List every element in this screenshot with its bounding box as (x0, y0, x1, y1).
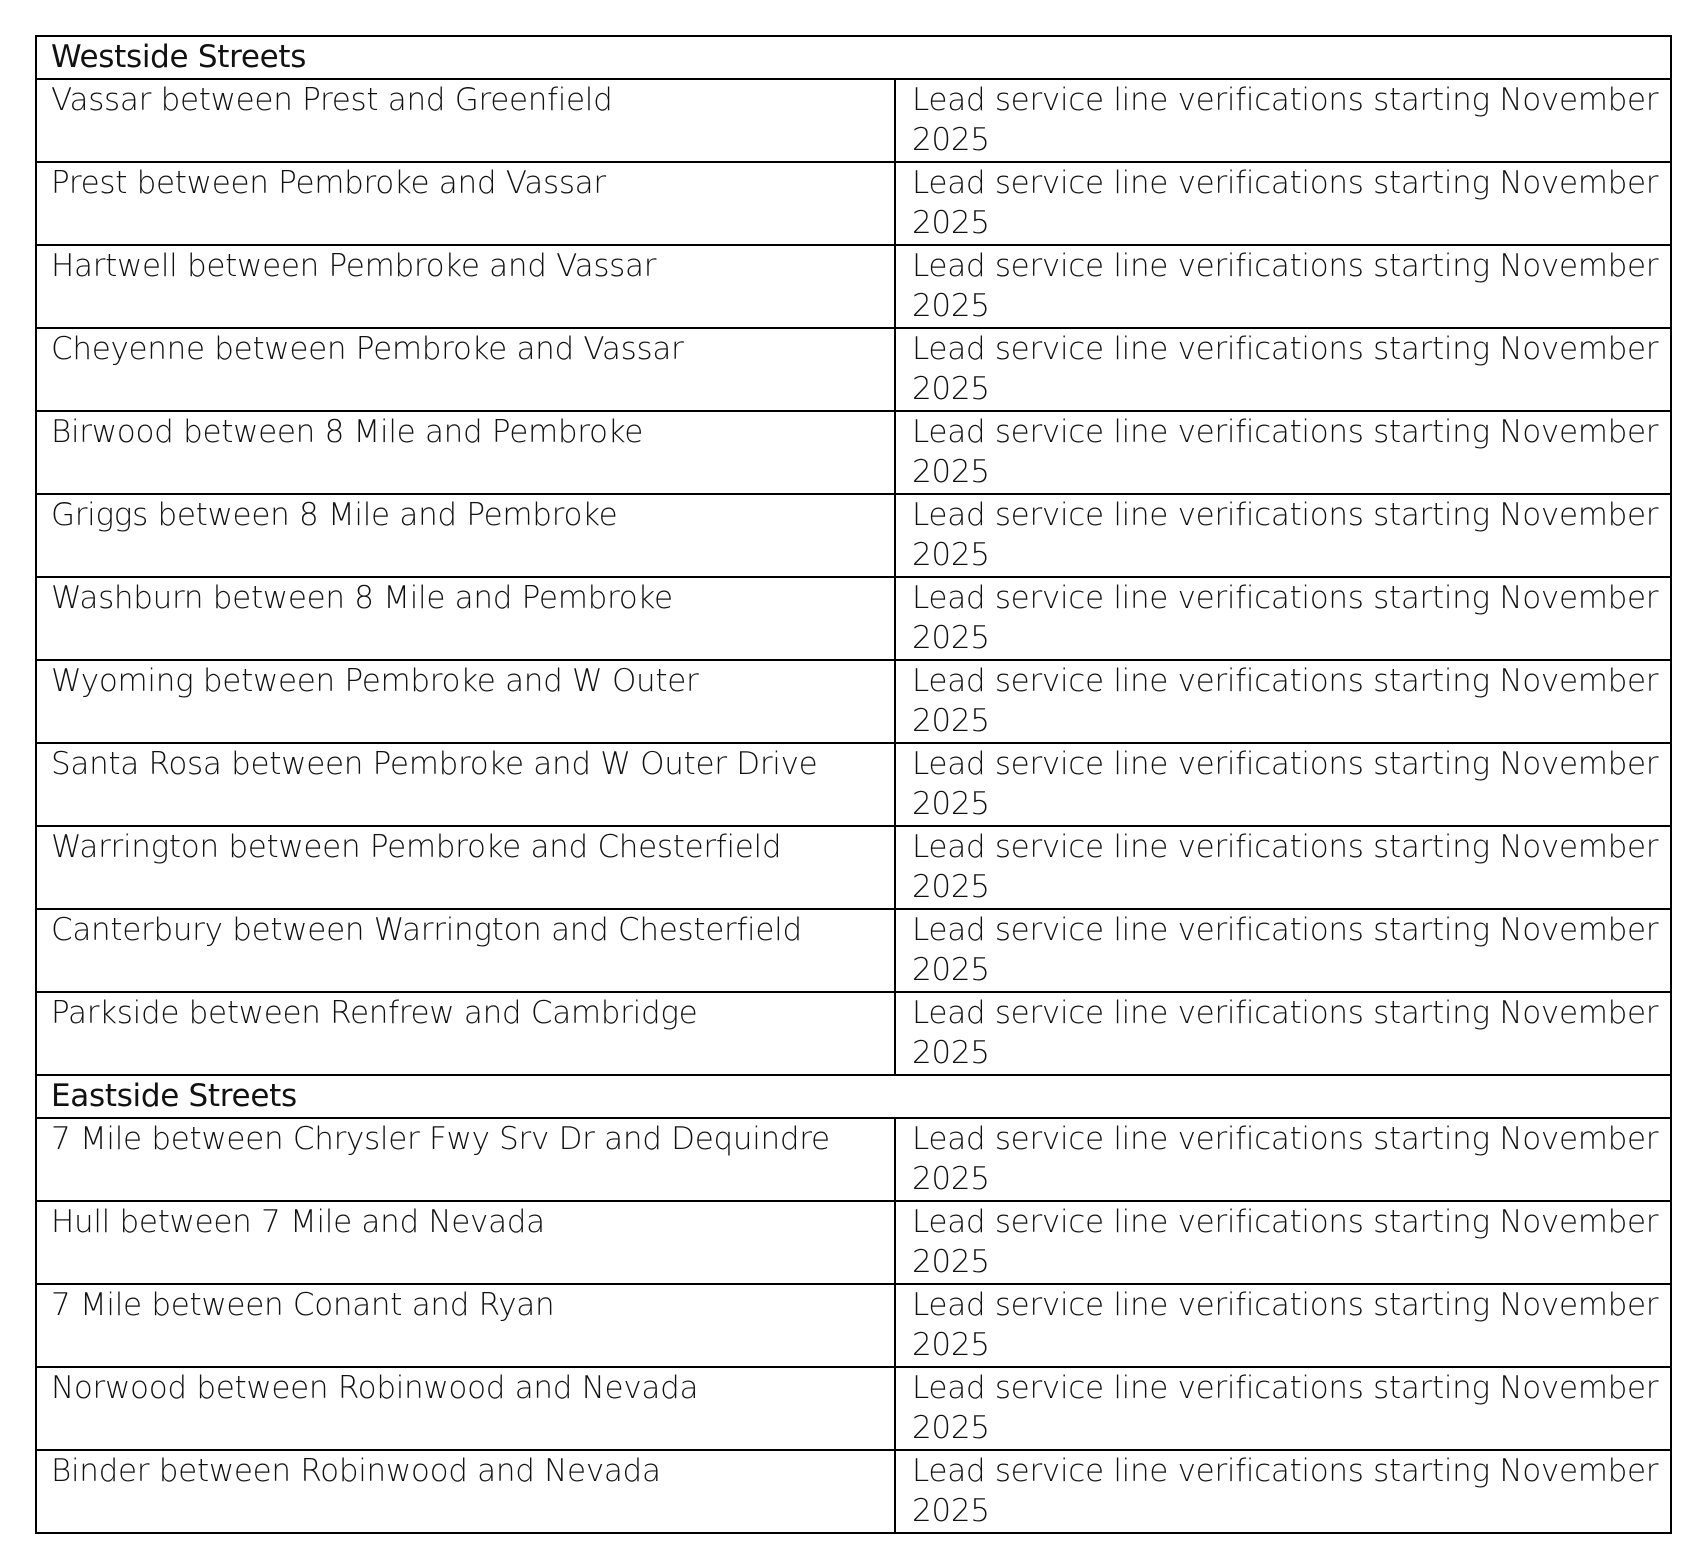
street-segment-cell: Washburn between 8 Mile and Pembroke (36, 577, 895, 660)
table-row (36, 992, 1671, 1075)
table-row (36, 826, 1671, 909)
verification-status-cell: Lead service line verifications starting November 2025 (895, 162, 1671, 245)
street-segment-cell: Griggs between 8 Mile and Pembroke (36, 494, 895, 577)
verification-status-cell: Lead service line verifications starting November 2025 (895, 909, 1671, 992)
street-segment-cell: Parkside between Renfrew and Cambridge (36, 992, 895, 1075)
verification-status-cell: Lead service line verifications starting November 2025 (895, 992, 1671, 1075)
street-segment-cell: 7 Mile between Chrysler Fwy Srv Dr and Dequindre (36, 1118, 895, 1201)
table-row (36, 411, 1671, 494)
table-row (36, 1450, 1671, 1533)
verification-status-cell: Lead service line verifications starting November 2025 (895, 1284, 1671, 1367)
verification-status-cell: Lead service line verifications starting November 2025 (895, 660, 1671, 743)
verification-status-cell: Lead service line verifications starting November 2025 (895, 328, 1671, 411)
section-title: Westside Streets (36, 36, 1671, 79)
table-row (36, 494, 1671, 577)
street-segment-cell: Hartwell between Pembroke and Vassar (36, 245, 895, 328)
street-segment-cell: Canterbury between Warrington and Chesterfield (36, 909, 895, 992)
street-segment-cell: Vassar between Prest and Greenfield (36, 79, 895, 162)
verification-status-cell: Lead service line verifications starting November 2025 (895, 743, 1671, 826)
table-row (36, 245, 1671, 328)
street-segment-cell: Birwood between 8 Mile and Pembroke (36, 411, 895, 494)
section-header-row (36, 1075, 1671, 1118)
table-row (36, 1367, 1671, 1450)
verification-status-cell: Lead service line verifications starting November 2025 (895, 411, 1671, 494)
verification-status-cell: Lead service line verifications starting November 2025 (895, 494, 1671, 577)
table-body (36, 36, 1671, 1533)
street-segment-cell: Santa Rosa between Pembroke and W Outer Drive (36, 743, 895, 826)
verification-status-cell: Lead service line verifications starting November 2025 (895, 577, 1671, 660)
street-segment-cell: Binder between Robinwood and Nevada (36, 1450, 895, 1533)
verification-status-cell: Lead service line verifications starting November 2025 (895, 1450, 1671, 1533)
table-row (36, 1118, 1671, 1201)
table-row (36, 328, 1671, 411)
table-row (36, 162, 1671, 245)
street-segment-cell: Wyoming between Pembroke and W Outer (36, 660, 895, 743)
street-segment-cell: Norwood between Robinwood and Nevada (36, 1367, 895, 1450)
street-segment-cell: Cheyenne between Pembroke and Vassar (36, 328, 895, 411)
table-row (36, 660, 1671, 743)
section-title: Eastside Streets (36, 1075, 1671, 1118)
verification-status-cell: Lead service line verifications starting November 2025 (895, 826, 1671, 909)
street-segment-cell: Prest between Pembroke and Vassar (36, 162, 895, 245)
table-row (36, 1284, 1671, 1367)
verification-status-cell: Lead service line verifications starting November 2025 (895, 79, 1671, 162)
street-segment-cell: Warrington between Pembroke and Chesterfield (36, 826, 895, 909)
table-row (36, 577, 1671, 660)
verification-status-cell: Lead service line verifications starting November 2025 (895, 1367, 1671, 1450)
street-schedule-table (35, 35, 1672, 1534)
table-row (36, 1201, 1671, 1284)
street-segment-cell: Hull between 7 Mile and Nevada (36, 1201, 895, 1284)
table-row (36, 743, 1671, 826)
verification-status-cell: Lead service line verifications starting November 2025 (895, 1118, 1671, 1201)
verification-status-cell: Lead service line verifications starting November 2025 (895, 245, 1671, 328)
verification-status-cell: Lead service line verifications starting November 2025 (895, 1201, 1671, 1284)
table-row (36, 79, 1671, 162)
table-row (36, 909, 1671, 992)
section-header-row (36, 36, 1671, 79)
street-segment-cell: 7 Mile between Conant and Ryan (36, 1284, 895, 1367)
